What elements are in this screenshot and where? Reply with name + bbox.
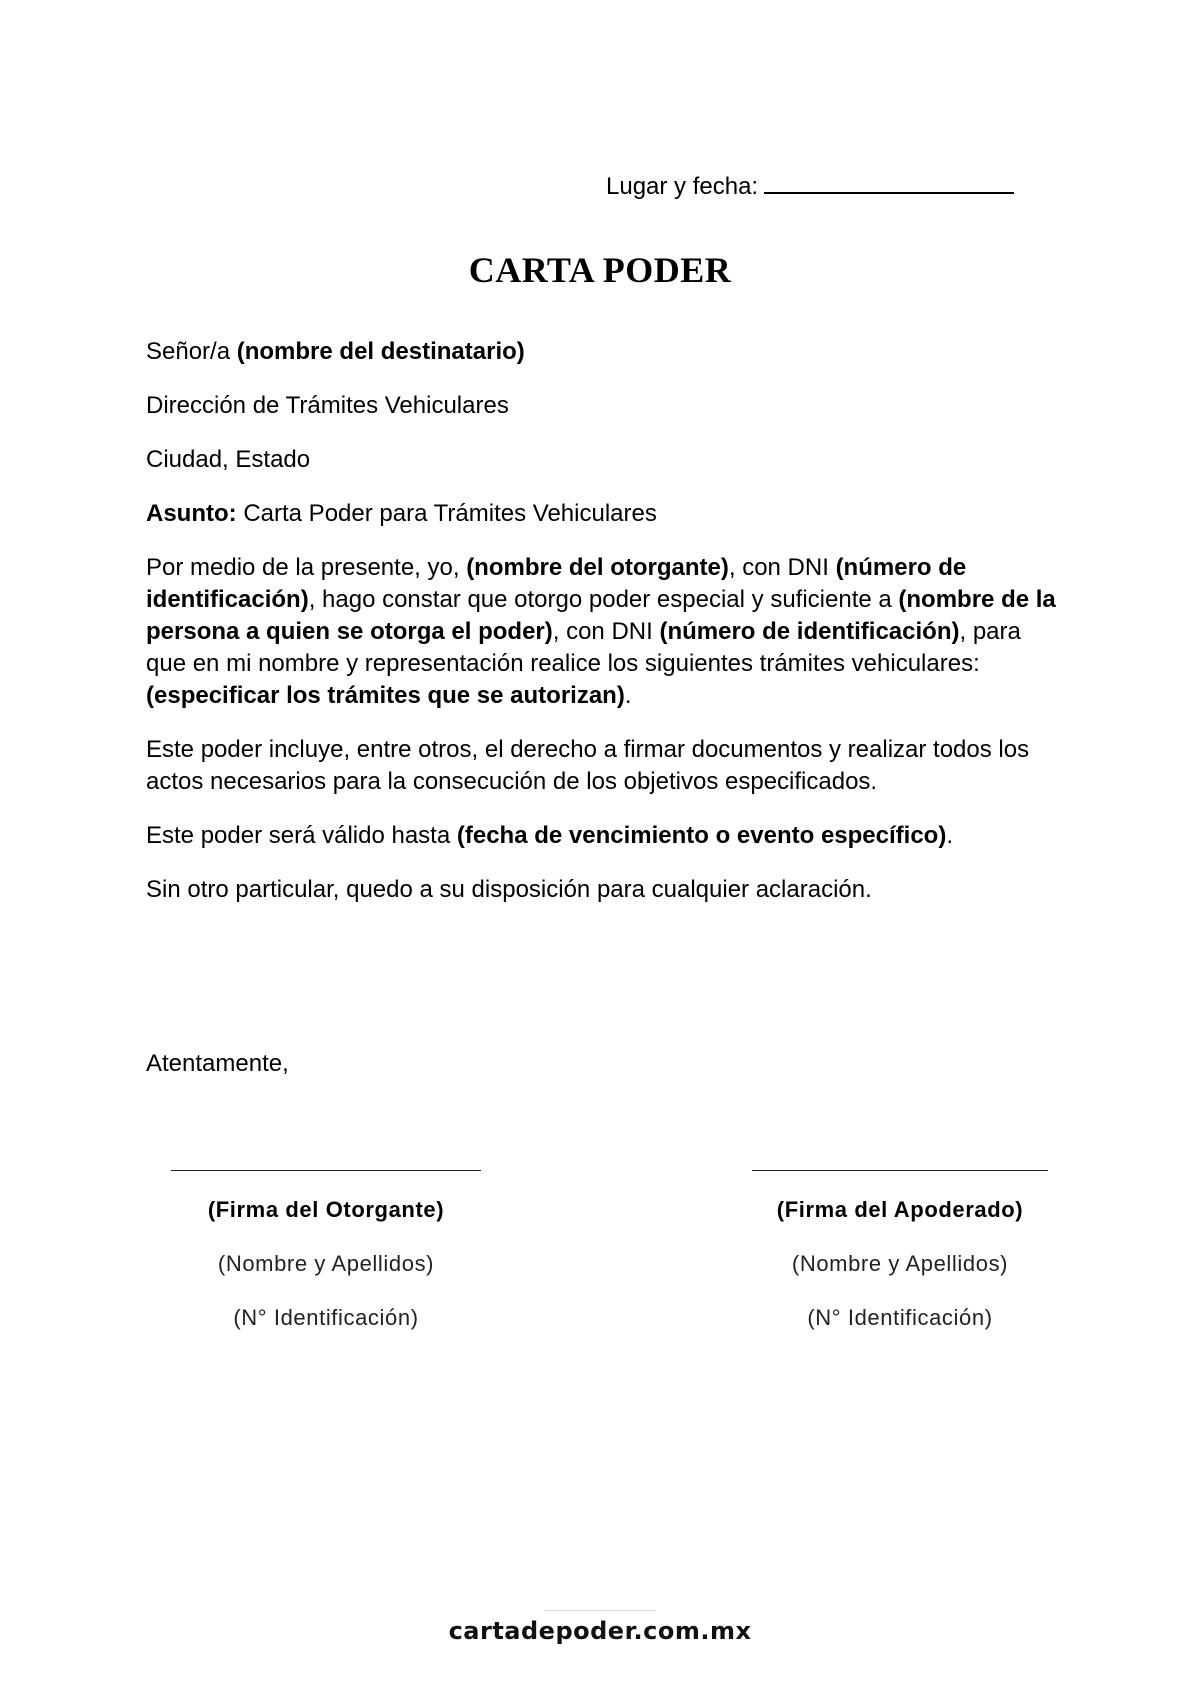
- expiry-placeholder: (fecha de vencimiento o evento específico): [456, 822, 947, 849]
- paragraph-grant: [146, 552, 1066, 712]
- text-span: Por medio de la presente, yo,: [146, 554, 467, 581]
- footer-site: [0, 1610, 1200, 1645]
- letter-body: [146, 336, 1066, 928]
- text-span: , para que en mi nombre y representación realice los siguientes trámites vehiculares:: [146, 618, 1021, 677]
- signature-role: (Firma del Otorgante): [207, 1197, 445, 1222]
- recipient-city: Ciudad, Estado: [146, 446, 311, 473]
- grantor-id-placeholder: (número de identificación): [146, 554, 967, 613]
- document-title: CARTA PODER: [468, 250, 732, 290]
- attorney-id-placeholder: (número de identificación): [659, 618, 960, 645]
- signature-block-grantor: [166, 1170, 486, 1357]
- signature-name: (Nombre y Apellidos): [217, 1251, 435, 1276]
- paragraph-validity: [146, 820, 1066, 852]
- subject-label: Asunto:: [146, 500, 237, 527]
- attorney-name-placeholder: (nombre de la persona a quien se otorga el poder): [146, 586, 1056, 645]
- text-span: .: [624, 682, 632, 709]
- subject-line: [146, 498, 1066, 530]
- signature-id: (N° Identificación): [807, 1305, 993, 1330]
- recipient-name-placeholder: (nombre del destinatario): [236, 338, 525, 365]
- recipient-office: Dirección de Trámites Vehiculares: [146, 392, 509, 419]
- text-span: , con DNI: [552, 618, 660, 645]
- paragraph-farewell: Sin otro particular, quedo a su disposición para cualquier aclaración.: [146, 876, 872, 903]
- signature-role: (Firma del Apoderado): [776, 1197, 1024, 1222]
- signature-line: [171, 1170, 481, 1171]
- signature-block-attorney: [750, 1170, 1050, 1357]
- date-label: Lugar y fecha:: [606, 173, 759, 200]
- paragraph-scope: Este poder incluye, entre otros, el derecho a firmar documentos y realizar todos los actos necesarios para la consecución de los objetivos especificados.: [146, 736, 1030, 795]
- subject-text: Carta Poder para Trámites Vehiculares: [236, 500, 657, 527]
- signature-id: (N° Identificación): [233, 1305, 419, 1330]
- footer-rule: [544, 1610, 656, 1611]
- salutation: Señor/a: [146, 338, 237, 365]
- text-span: Este poder será válido hasta: [146, 822, 457, 849]
- procedures-placeholder: (especificar los trámites que se autorizan): [146, 682, 625, 709]
- grantor-name-placeholder: (nombre del otorgante): [466, 554, 729, 581]
- signature-line: [752, 1170, 1048, 1171]
- text-span: , hago constar que otorgo poder especial y suficiente a: [308, 586, 899, 613]
- date-blank-line: [764, 170, 1014, 194]
- closing: Atentamente,: [146, 1050, 289, 1077]
- recipient-line: [146, 336, 1066, 368]
- date-line: [606, 170, 1014, 202]
- text-span: .: [946, 822, 953, 849]
- footer-site-text: cartadepoder.com.mx: [448, 1617, 752, 1645]
- text-span: , con DNI: [728, 554, 836, 581]
- signature-name: (Nombre y Apellidos): [791, 1251, 1009, 1276]
